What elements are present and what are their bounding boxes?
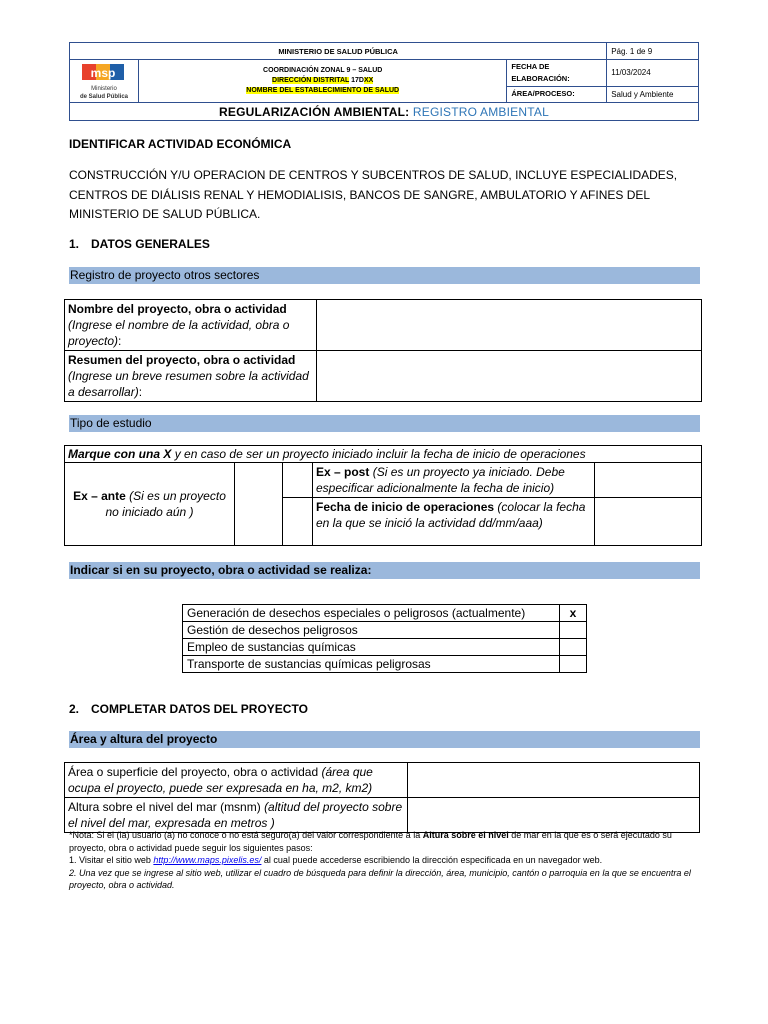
band-tipo-estudio: Tipo de estudio	[69, 415, 700, 432]
checklist-row: Transporte de sustancias químicas peligrosas	[183, 656, 587, 673]
ex-post-mark-field[interactable]	[595, 463, 702, 498]
project-table	[64, 299, 702, 402]
svg-text:de Salud Pública: de Salud Pública	[79, 94, 129, 100]
study-type-instruction: Marque con una X y en caso de ser un proyecto iniciado incluir la fecha de inicio de operaciones	[65, 446, 702, 463]
activities-checklist	[182, 604, 587, 673]
checklist-row: Generación de desechos especiales o peligrosos (actualmente) x	[183, 605, 587, 622]
ex-ante-checkbox[interactable]	[235, 463, 283, 546]
checklist-mark[interactable]	[560, 656, 587, 673]
activity-heading: IDENTIFICAR ACTIVIDAD ECONÓMICA	[69, 137, 292, 151]
page-number: Pág. 1 de 9	[607, 43, 699, 60]
msp-logo-icon	[74, 60, 134, 102]
ex-post-checkbox[interactable]	[283, 463, 313, 498]
fecha-spacer	[283, 498, 313, 546]
ministry-name: MINISTERIO DE SALUD PÚBLICA	[70, 43, 607, 60]
checklist-mark[interactable]	[560, 622, 587, 639]
document-header	[69, 42, 699, 121]
project-name-label: Nombre del proyecto, obra o actividad (Ingrese el nombre de la actividad, obra o proyecto):	[65, 300, 317, 351]
altura-label: Altura sobre el nivel del mar (msnm) (altitud del proyecto sobre el nivel del mar, expresada en metros )	[65, 798, 408, 833]
checklist-mark[interactable]	[560, 639, 587, 656]
logo-text: msp	[90, 66, 116, 80]
coordination: COORDINACIÓN ZONAL 9 – SALUD	[263, 67, 383, 74]
note-paragraph-3: 2. Una vez que se ingrese al sitio web, utilizar el cuadro de búsqueda para definir la dirección, área, municipio, cantón o parroquia en la que se encuentra el proyecto, obra o actividad.	[69, 867, 691, 890]
fecha-value: 11/03/2024	[607, 60, 699, 87]
header-center	[139, 60, 507, 103]
activity-description: CONSTRUCCIÓN Y/U OPERACION DE CENTROS Y SUBCENTROS DE SALUD, INCLUYE ESPECIALIDADES, CENTROS DE DIÁLISIS RENAL Y HEMODIALISIS, BANCOS DE SANGRE, AMBULATORIO Y AFINES DEL MINISTERIO DE SALUD PÚBLICA.	[69, 168, 678, 221]
band-indicar: Indicar si en su proyecto, obra o actividad se realiza:	[69, 562, 700, 579]
checklist-row: Empleo de sustancias químicas	[183, 639, 587, 656]
maps-link[interactable]: http://www.maps.pixelis.es/	[153, 855, 262, 865]
project-name-field[interactable]	[317, 300, 702, 351]
area-label: Área o superficie del proyecto, obra o actividad (área que ocupa el proyecto, puede ser expresada en ha, m2, km2)	[65, 763, 408, 798]
study-type-table	[64, 445, 702, 546]
establishment-name: NOMBRE DEL ESTABLECIMIENTO DE SALUD	[246, 87, 400, 94]
ex-post-label: Ex – post (Si es un proyecto ya iniciado. Debe especificar adicionalmente la fecha de inicio)	[313, 463, 595, 498]
document-title: REGULARIZACIÓN AMBIENTAL: REGISTRO AMBIENTAL	[70, 103, 699, 121]
fecha-inicio-label: Fecha de inicio de operaciones (colocar la fecha en la que se inició la actividad dd/mm/aaa)	[313, 498, 595, 546]
checklist-row: Gestión de desechos peligrosos	[183, 622, 587, 639]
logo-cell	[70, 60, 139, 103]
section-2-heading: 2. COMPLETAR DATOS DEL PROYECTO	[69, 702, 308, 716]
section-1-heading: 1. DATOS GENERALES	[69, 237, 210, 251]
fecha-inicio-field[interactable]	[595, 498, 702, 546]
note-paragraph-1: *Nota: Si el (la) usuario (a) no conoce o no está seguro(a) del valor correspondiente a la Altura sobre el nivel de mar en la que es o será ejecutado su proyecto, obra o actividad puede seguir los siguientes pasos:	[69, 830, 672, 853]
note-paragraph-2: 1. Visitar el sitio web http://www.maps.pixelis.es/ al cual puede accederse escribiendo la dirección especificada en un navegador web.	[69, 855, 603, 865]
ex-ante-label: Ex – ante (Si es un proyecto no iniciado aún )	[65, 463, 235, 546]
district: DIRECCIÓN DISTRITAL 17DXX	[272, 77, 374, 84]
area-field[interactable]	[408, 763, 700, 798]
msp-logo	[74, 60, 134, 102]
altura-field[interactable]	[408, 798, 700, 833]
area-altura-table	[64, 762, 700, 833]
svg-text:Ministerio: Ministerio	[91, 86, 117, 92]
fecha-label: FECHA DE ELABORACIÓN:	[507, 60, 607, 87]
band-area-altura: Área y altura del proyecto	[69, 731, 700, 748]
altitude-note	[69, 829, 701, 892]
project-summary-field[interactable]	[317, 351, 702, 402]
area-label: ÁREA/PROCESO:	[507, 86, 607, 102]
project-summary-label: Resumen del proyecto, obra o actividad (Ingrese un breve resumen sobre la actividad a desarrollar):	[65, 351, 317, 402]
checklist-mark[interactable]: x	[560, 605, 587, 622]
area-value: Salud y Ambiente	[607, 86, 699, 102]
band-registro-proyecto: Registro de proyecto otros sectores	[69, 267, 700, 284]
